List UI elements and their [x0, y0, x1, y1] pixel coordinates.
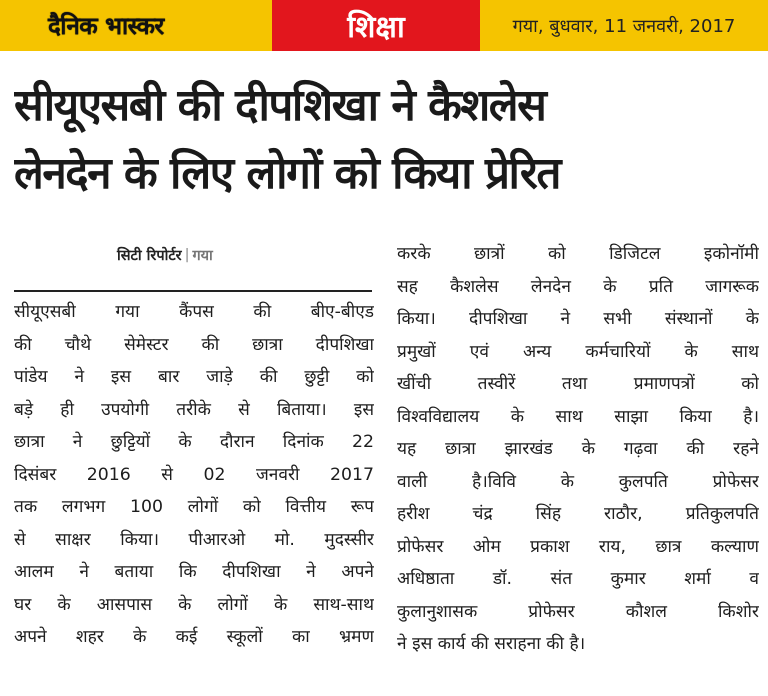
body-line: ने इस कार्य की सराहना की है।: [397, 634, 586, 654]
body-line: घर के आसपास के लोगों के साथ-साथ: [14, 594, 374, 615]
body-line: पांडेय ने इस बार जाड़े की छुट्टी को: [14, 367, 374, 387]
body-line: छात्रा ने छुट्टियों के दौरान दिनांक 22: [14, 432, 374, 452]
body-line: विश्वविद्यालय के साथ साझा किया है।: [397, 406, 759, 427]
body-line: अपने शहर के कई स्कूलों का भ्रमण: [14, 627, 374, 647]
body-line: प्रोफेसर ओम प्रकाश राय, छात्र कल्याण: [397, 536, 759, 557]
body-line: सह कैशलेस लेनदेन के प्रति जागरूक: [397, 276, 759, 297]
body-line: की चौथे सेमेस्टर की छात्रा दीपशिखा: [14, 334, 374, 355]
section-title: शिक्षा: [347, 10, 405, 45]
body-line: दिसंबर 2016 से 02 जनवरी 2017: [14, 464, 374, 485]
body-line: बड़े ही उपयोगी तरीके से बिताया। इस: [14, 399, 374, 420]
body-line: तक लगभग 100 लोगों को वित्तीय रूप: [14, 497, 374, 517]
article-column-right: [397, 238, 759, 661]
body-line: आलम ने बताया कि दीपशिखा ने अपने: [14, 562, 374, 582]
body-line: कुलानुशासक प्रोफेसर कौशल किशोर: [397, 601, 759, 622]
section-banner: [272, 0, 480, 51]
newspaper-logo: दैनिक भास्कर: [48, 12, 164, 40]
body-line: किया। दीपशिखा ने सभी संस्थानों के: [397, 309, 759, 329]
byline-reporter: सिटी रिपोर्टर: [117, 248, 182, 264]
body-line: सीयूएसबी गया कैंपस की बीए-बीएड: [14, 302, 374, 322]
byline-place: गया: [192, 248, 213, 264]
body-line: अधिष्ठाता डॉ. संत कुमार शर्मा व: [397, 569, 759, 589]
body-line: हरीश चंद्र सिंह राठौर, प्रतिकुलपति: [397, 504, 759, 524]
body-line: करके छात्रों को डिजिटल इकोनॉमी: [397, 244, 759, 264]
article-column-left: [14, 296, 374, 654]
headline-line: लेनदेन के लिए लोगों को किया प्रेरित: [14, 148, 560, 199]
dateline: गया, बुधवार, 11 जनवरी, 2017: [512, 15, 736, 37]
byline-separator: |: [184, 247, 190, 263]
byline: [117, 245, 213, 265]
body-line: वाली है।विवि के कुलपति प्रोफेसर: [397, 471, 759, 492]
body-line: खींची तस्वीरें तथा प्रमाणपत्रों को: [397, 374, 759, 394]
body-line: यह छात्रा झारखंड के गढ़वा की रहने: [397, 439, 759, 459]
body-line: से साक्षर किया। पीआरओ मो. मुदस्सीर: [14, 529, 374, 550]
headline-line: सीयूएसबी की दीपशिखा ने कैशलेस: [14, 80, 546, 131]
masthead: [0, 0, 768, 51]
byline-divider: [14, 290, 372, 292]
brand-area: [0, 0, 272, 51]
body-line: प्रमुखों एवं अन्य कर्मचारियों के साथ: [397, 341, 759, 362]
headline: [14, 72, 759, 208]
